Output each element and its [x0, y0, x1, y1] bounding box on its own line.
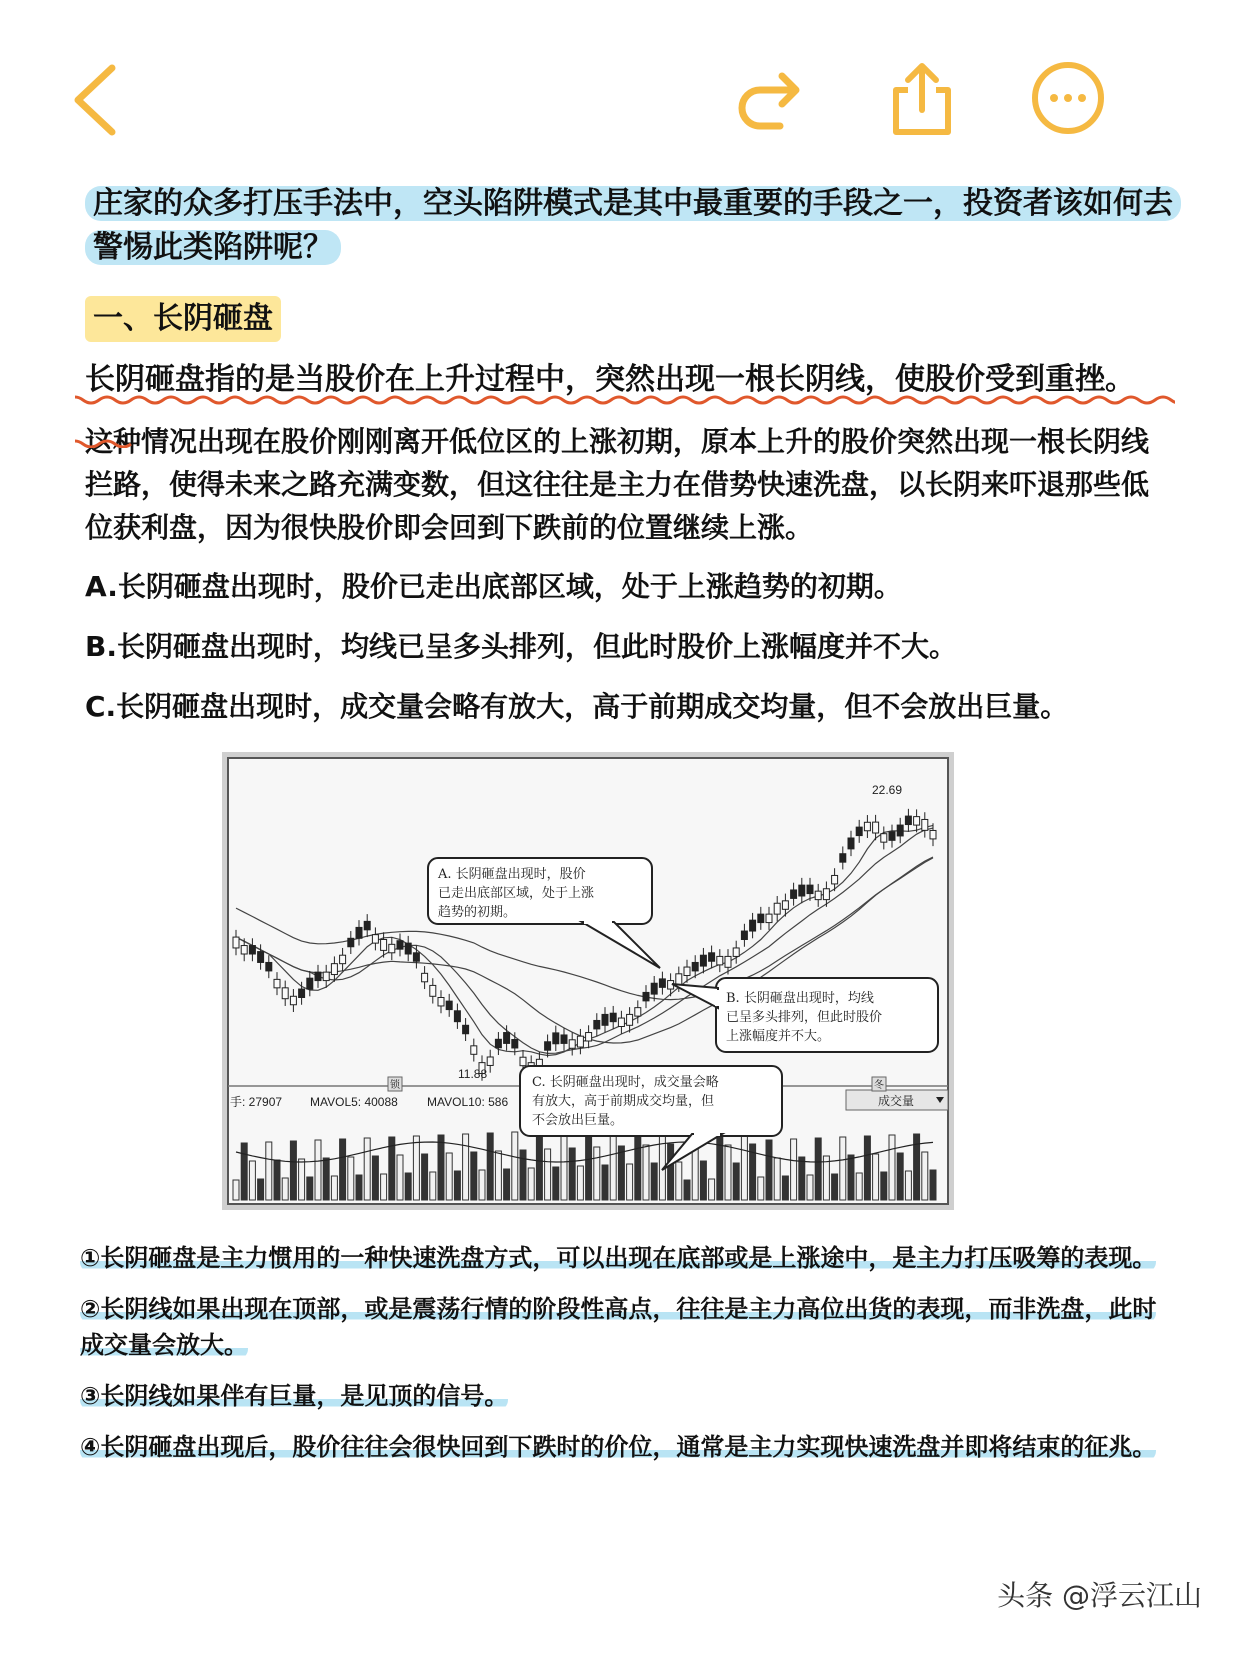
volume-bar — [487, 1133, 493, 1200]
candle-body — [602, 1014, 608, 1025]
point-c: C.长阴砸盘出现时，成交量会略有放大，高于前期成交均量，但不会放出巨量。 — [85, 690, 1069, 723]
volume-bar — [536, 1131, 542, 1200]
candle-body — [266, 962, 272, 970]
callout-a-line-3: 趋势的初期。 — [438, 905, 517, 920]
candle-body — [651, 983, 657, 994]
candle-body — [782, 901, 788, 909]
candle-body — [627, 1014, 633, 1025]
candle-body — [331, 964, 337, 975]
volume-bar — [290, 1141, 296, 1200]
volume-bar — [905, 1171, 911, 1200]
candle-body — [249, 946, 255, 954]
volume-bar — [520, 1150, 526, 1200]
candle-body — [389, 944, 395, 952]
volume-bar — [438, 1135, 444, 1200]
point-b: B.长阴砸盘出现时，均线已呈多头排列，但此时股价上涨幅度并不大。 — [85, 630, 957, 663]
volume-bar — [840, 1137, 846, 1200]
candle-body — [791, 890, 797, 898]
volume-bar — [635, 1127, 641, 1200]
volume-bar — [897, 1153, 903, 1200]
candle-body — [512, 1040, 518, 1048]
volume-bar — [299, 1159, 305, 1200]
candle-body — [692, 962, 698, 970]
volume-bar — [627, 1164, 633, 1200]
redo-button[interactable] — [730, 60, 810, 140]
candle-body — [930, 830, 936, 838]
chevron-left-icon — [62, 60, 142, 140]
volume-bar — [340, 1139, 346, 1200]
candle-body — [561, 1035, 567, 1043]
volume-bar — [766, 1140, 772, 1200]
volume-readout-1: 手: 27907 — [230, 1095, 283, 1109]
definition-paragraph — [85, 358, 1175, 402]
volume-bar — [274, 1160, 280, 1200]
candle-body — [799, 885, 805, 896]
candle-body — [569, 1040, 575, 1048]
volume-bar — [512, 1132, 518, 1200]
share-upload-icon — [882, 60, 962, 140]
candle-body — [840, 854, 846, 862]
candle-body — [274, 979, 280, 987]
volume-bar — [233, 1180, 239, 1200]
volume-bar — [651, 1163, 657, 1200]
note-1: ①长阴砸盘是主力惯用的一种快速洗盘方式，可以出现在底部或是上涨途中，是主力打压吸筹的表现。 — [80, 1244, 1157, 1272]
candle-body — [905, 816, 911, 824]
volume-bar — [725, 1145, 731, 1200]
volume-bar — [504, 1169, 510, 1200]
volume-bar — [758, 1177, 764, 1200]
candle-body — [659, 979, 665, 987]
candle-body — [299, 989, 305, 997]
candle-body — [348, 938, 354, 946]
intro-question: 庄家的众多打压手法中，空头陷阱模式是其中最重要的手段之一，投资者该如何去警惕此类陷阱呢？ — [85, 182, 1175, 270]
callout-b-line-1: B. 长阴砸盘出现时，均线 — [726, 991, 874, 1006]
candle-body — [635, 1008, 641, 1016]
candle-body — [553, 1033, 559, 1044]
callout-b-line-2: 已呈多头排列，但此时股价 — [726, 1010, 883, 1025]
candle-body — [381, 940, 387, 951]
candle-body — [241, 946, 247, 954]
marker-left-label: 锁 — [390, 1080, 400, 1091]
price-low-label: 11.88 — [458, 1067, 488, 1081]
candle-body — [897, 825, 903, 836]
candle-body — [282, 988, 288, 999]
candle-body — [586, 1033, 592, 1041]
candle-body — [397, 941, 403, 949]
volume-bar — [266, 1142, 272, 1200]
volume-bar — [832, 1174, 838, 1200]
candle-body — [750, 920, 756, 931]
volume-bar — [258, 1179, 264, 1200]
volume-bar — [356, 1175, 362, 1200]
stock-chart — [222, 752, 954, 1210]
point-a: A.长阴砸盘出现时，股价已走出底部区域，处于上涨趋势的初期。 — [85, 570, 902, 603]
volume-bar — [586, 1129, 592, 1200]
candle-body — [372, 935, 378, 943]
volume-bar — [348, 1157, 354, 1200]
volume-bar — [618, 1146, 624, 1200]
candle-body — [873, 822, 879, 833]
marker-right-label: 冬 — [874, 1080, 884, 1091]
volume-bar — [545, 1149, 551, 1200]
candle-body — [676, 974, 682, 985]
candle-body — [717, 956, 723, 964]
volume-bar — [807, 1175, 813, 1200]
candle-body — [832, 875, 838, 883]
candle-body — [315, 972, 321, 980]
candle-body — [487, 1057, 493, 1065]
candlestick-chart-svg — [222, 752, 954, 1210]
candle-body — [758, 914, 764, 922]
volume-bar — [553, 1167, 559, 1200]
volume-bar — [372, 1156, 378, 1200]
volume-bar — [782, 1176, 788, 1200]
more-dots-icon — [1028, 60, 1108, 140]
volume-bar — [446, 1153, 452, 1200]
volume-bar — [422, 1154, 428, 1200]
candle-body — [709, 953, 715, 961]
volume-bar — [717, 1127, 723, 1200]
volume-bar — [668, 1144, 674, 1200]
candle-body — [725, 956, 731, 967]
candle-body — [881, 834, 887, 842]
volume-bar — [741, 1126, 747, 1200]
volume-bar — [479, 1170, 485, 1200]
volume-bar — [873, 1154, 879, 1200]
candle-body — [471, 1046, 477, 1054]
volume-bar — [799, 1157, 805, 1200]
candle-body — [438, 998, 444, 1006]
candle-body — [922, 819, 928, 830]
candle-body — [413, 953, 419, 961]
candle-body — [594, 1020, 600, 1028]
volume-bar — [397, 1155, 403, 1200]
volume-bar — [774, 1158, 780, 1200]
watermark: 头条 @浮云江山 — [997, 1579, 1202, 1612]
candle-body — [618, 1018, 624, 1026]
candle-body — [856, 827, 862, 835]
candle-body — [405, 943, 411, 954]
explanation-paragraph: 这种情况出现在股价刚刚离开低位区的上涨初期，原本上升的股价突然出现一根长阴线拦路，使得未来之路充满变数，但这往往是主力在借势快速洗盘，以长阴来吓退那些低位获利盘，因为很快股价即会回到下跌前的位置继续上涨。 — [85, 425, 1150, 544]
candle-body — [823, 889, 829, 900]
volume-bar — [709, 1179, 715, 1200]
redo-arrow-icon — [730, 60, 810, 140]
callout-a-line-1: A. 长阴砸盘出现时，股价 — [438, 867, 586, 882]
volume-bar — [602, 1165, 608, 1200]
candle-body — [323, 972, 329, 980]
candle-body — [340, 955, 346, 963]
volume-bar — [561, 1130, 567, 1200]
volume-bar — [405, 1173, 411, 1200]
callout-c-line-3: 不会放出巨量。 — [532, 1113, 624, 1128]
volume-bar — [241, 1143, 247, 1200]
price-high-label: 22.69 — [872, 783, 903, 797]
share-button[interactable] — [882, 60, 962, 140]
definition-text: 长阴砸盘指的是当股价在上升过程中，突然出现一根长阴线，使股价受到重挫。 — [85, 362, 1135, 397]
volume-bar — [577, 1166, 583, 1200]
candle-body — [364, 921, 370, 929]
volume-bar — [471, 1152, 477, 1200]
note-4: ④长阴砸盘出现后，股价往往会很快回到下跌时的价位，通常是主力实现快速洗盘并即将结束的征兆。 — [80, 1433, 1157, 1461]
candle-body — [914, 817, 920, 825]
candle-body — [864, 822, 870, 830]
callout-a-line-2: 已走出底部区域，处于上涨 — [438, 886, 595, 901]
volume-bar — [823, 1156, 829, 1200]
candle-body — [430, 985, 436, 996]
candle-body — [463, 1025, 469, 1033]
callout-c-line-2: 有放大，高于前期成交均量，但 — [532, 1094, 715, 1109]
more-button[interactable] — [1028, 60, 1108, 140]
candle-body — [307, 978, 313, 989]
article-body — [85, 182, 1175, 729]
candle-body — [848, 838, 854, 849]
candle-body — [700, 955, 706, 966]
volume-bar — [364, 1138, 370, 1200]
volume-bar — [700, 1161, 706, 1200]
volume-bar — [684, 1180, 690, 1200]
candle-body — [643, 992, 649, 1000]
volume-bar — [282, 1178, 288, 1200]
volume-bar — [856, 1173, 862, 1200]
candle-body — [504, 1033, 510, 1044]
candle-body — [733, 948, 739, 956]
volume-bar — [331, 1176, 337, 1200]
candle-body — [520, 1057, 526, 1065]
volume-bar — [733, 1163, 739, 1200]
volume-bar — [413, 1136, 419, 1200]
volume-dropdown-label: 成交量 — [878, 1094, 915, 1108]
candle-body — [815, 891, 821, 899]
volume-bar — [889, 1135, 895, 1200]
volume-bar — [815, 1138, 821, 1200]
callout-b-line-3: 上涨幅度并不大。 — [726, 1029, 831, 1044]
candle-body — [766, 914, 772, 922]
volume-readout-2: MAVOL5: 40088 — [310, 1095, 398, 1109]
candle-body — [807, 885, 813, 893]
volume-bar — [610, 1128, 616, 1200]
volume-bar — [643, 1145, 649, 1200]
candle-body — [356, 927, 362, 938]
volume-bar — [323, 1158, 329, 1200]
candle-body — [258, 952, 264, 963]
volume-bar — [930, 1170, 936, 1200]
section-title: 一、长阴砸盘 — [85, 296, 281, 342]
volume-bar — [881, 1172, 887, 1200]
volume-bar — [864, 1136, 870, 1200]
volume-bar — [463, 1134, 469, 1200]
callout-c-line-1: C. 长阴砸盘出现时，成交量会略 — [532, 1075, 719, 1090]
summary-notes — [80, 1240, 1180, 1480]
volume-bar — [528, 1168, 534, 1200]
top-toolbar — [0, 0, 1242, 160]
volume-bar — [848, 1155, 854, 1200]
volume-bar — [430, 1172, 436, 1200]
volume-readout-3: MAVOL10: 586 — [427, 1095, 509, 1109]
candle-body — [233, 937, 239, 948]
candle-body — [741, 931, 747, 939]
note-3: ③长阴线如果伴有巨量，是见顶的信号。 — [80, 1382, 509, 1410]
candle-body — [610, 1013, 616, 1021]
note-2: ②长阴线如果出现在顶部，或是震荡行情的阶段性高点，往往是主力高位出货的表现，而非洗盘，此时成交量会放大。 — [80, 1295, 1157, 1359]
volume-bar — [249, 1161, 255, 1200]
volume-bar — [381, 1174, 387, 1200]
back-button[interactable] — [62, 60, 142, 140]
candle-body — [446, 1001, 452, 1009]
volume-bar — [454, 1171, 460, 1200]
candle-body — [422, 973, 428, 981]
candle-body — [889, 832, 895, 840]
candle-body — [774, 903, 780, 914]
volume-bar — [307, 1177, 313, 1200]
volume-bar — [791, 1139, 797, 1200]
candle-body — [684, 967, 690, 975]
volume-bar — [676, 1162, 682, 1200]
volume-bar — [659, 1126, 665, 1200]
volume-bar — [315, 1140, 321, 1200]
volume-bar — [594, 1147, 600, 1200]
candle-body — [454, 1011, 460, 1022]
candle-body — [545, 1042, 551, 1050]
volume-bar — [569, 1148, 575, 1200]
candle-body — [290, 996, 296, 1004]
volume-bar — [495, 1151, 501, 1200]
candle-body — [577, 1036, 583, 1047]
candle-body — [495, 1039, 501, 1047]
volume-bar — [922, 1152, 928, 1200]
